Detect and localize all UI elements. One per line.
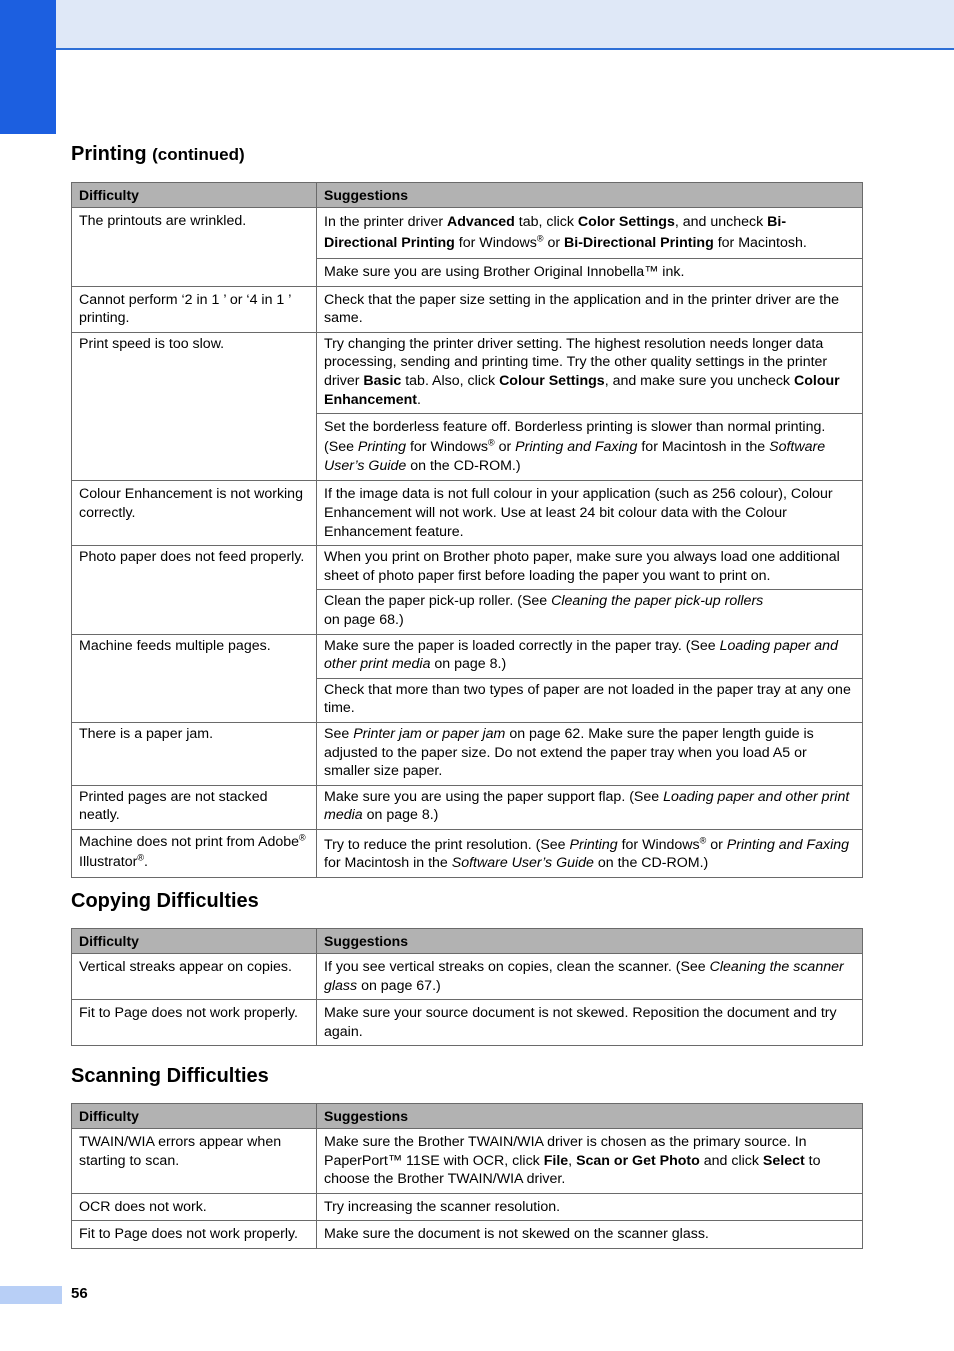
table-row [72,332,863,413]
table-row [72,1193,863,1221]
table-row [72,1221,863,1249]
difficulty-cell: Printed pages are not stacked neatly. [72,785,317,829]
difficulty-cell: TWAIN/WIA errors appear when starting to scan. [72,1129,317,1194]
difficulty-cell: Fit to Page does not work properly. [72,1221,317,1249]
column-header-difficulty: Difficulty [72,183,317,208]
suggestion-cell: When you print on Brother photo paper, make sure you always load one additional sheet of photo paper first before loading the paper you want to print on. [317,546,863,590]
difficulty-cell: Machine does not print from Adobe® Illustrator®. [72,829,317,877]
suggestion-cell: Check that more than two types of paper are not loaded in the paper tray at any one time. [317,678,863,722]
scanning-difficulties-table [71,1103,863,1249]
suggestion-cell: Try increasing the scanner resolution. [317,1193,863,1221]
suggestion-cell: If you see vertical streaks on copies, clean the scanner. (See Cleaning the scanner glass on page 67.) [317,954,863,1000]
difficulty-cell: There is a paper jam. [72,722,317,785]
suggestion-cell: Try changing the printer driver setting. The highest resolution needs longer data processing, sending and printing time. Try the other quality settings in the printer driver Basic tab. Also, click Colour Settings, and make sure you uncheck Colour Enhancement. [317,332,863,413]
table-row [72,722,863,785]
table-row [72,1000,863,1046]
difficulty-cell: Machine feeds multiple pages. [72,634,317,722]
difficulty-cell: The printouts are wrinkled. [72,208,317,287]
section-title-scanning: Scanning Difficulties [71,1065,269,1087]
difficulty-cell: Photo paper does not feed properly. [72,546,317,634]
suggestion-cell: Make sure the paper is loaded correctly in the paper tray. (See Loading paper and other print media on page 8.) [317,634,863,678]
difficulty-cell: OCR does not work. [72,1193,317,1221]
suggestion-cell: Make sure the document is not skewed on the scanner glass. [317,1221,863,1249]
suggestion-cell: Make sure the Brother TWAIN/WIA driver is chosen as the primary source. In PaperPort™ 11SE with OCR, click File, Scan or Get Photo and click Select to choose the Brother TWAIN/WIA driver. [317,1129,863,1194]
suggestion-cell: Set the borderless feature off. Borderless printing is slower than normal printing. (See Printing for Windows® or Printing and Faxing for Macintosh in the Software User’s Guide on the CD-ROM.) [317,414,863,481]
suggestion-cell: Make sure you are using the paper support flap. (See Loading paper and other print media on page 8.) [317,785,863,829]
difficulty-cell: Fit to Page does not work properly. [72,1000,317,1046]
table-row [72,785,863,829]
column-header-suggestions: Suggestions [317,183,863,208]
difficulty-cell: Colour Enhancement is not working correctly. [72,481,317,546]
header-band [0,0,954,50]
chapter-tab [0,0,56,134]
suggestion-cell: See Printer jam or paper jam on page 62. Make sure the paper length guide is adjusted to the paper size. Do not extend the paper tray when you load A5 or smaller size paper. [317,722,863,785]
section-title-printing: Printing (continued) [71,143,245,165]
suggestion-cell: Make sure your source document is not skewed. Reposition the document and try again. [317,1000,863,1046]
difficulty-cell: Vertical streaks appear on copies. [72,954,317,1000]
column-header-suggestions: Suggestions [317,1104,863,1129]
table-row [72,208,863,259]
table-row [72,481,863,546]
table-header-row [72,1104,863,1129]
column-header-suggestions: Suggestions [317,929,863,954]
suggestion-cell: Check that the paper size setting in the application and in the printer driver are the same. [317,286,863,332]
table-header-row [72,183,863,208]
table-row [72,829,863,877]
table-row [72,954,863,1000]
printing-difficulties-table [71,182,863,878]
suggestion-cell: In the printer driver Advanced tab, click Color Settings, and uncheck Bi-Directional Printing for Windows® or Bi-Directional Printing for Macintosh. [317,208,863,259]
suggestion-cell: Make sure you are using Brother Original Innobella™ ink. [317,259,863,287]
column-header-difficulty: Difficulty [72,929,317,954]
difficulty-cell: Cannot perform ‘2 in 1 ’ or ‘4 in 1 ’ printing. [72,286,317,332]
section-title-copying: Copying Difficulties [71,890,259,912]
table-row [72,546,863,590]
page-number-tab [0,1286,62,1304]
table-row [72,634,863,678]
suggestion-cell: Clean the paper pick-up roller. (See Cleaning the paper pick-up rollers on page 68.) [317,590,863,634]
page-number: 56 [71,1285,88,1302]
difficulty-cell: Print speed is too slow. [72,332,317,481]
table-header-row [72,929,863,954]
column-header-difficulty: Difficulty [72,1104,317,1129]
suggestion-cell: Try to reduce the print resolution. (See Printing for Windows® or Printing and Faxing for Macintosh in the Software User’s Guide on the CD-ROM.) [317,829,863,877]
suggestion-cell: If the image data is not full colour in your application (such as 256 colour), Colour Enhancement will not work. Use at least 24 bit colour data with the Colour Enhancement feature. [317,481,863,546]
table-row [72,1129,863,1194]
copying-difficulties-table [71,928,863,1046]
table-row [72,286,863,332]
